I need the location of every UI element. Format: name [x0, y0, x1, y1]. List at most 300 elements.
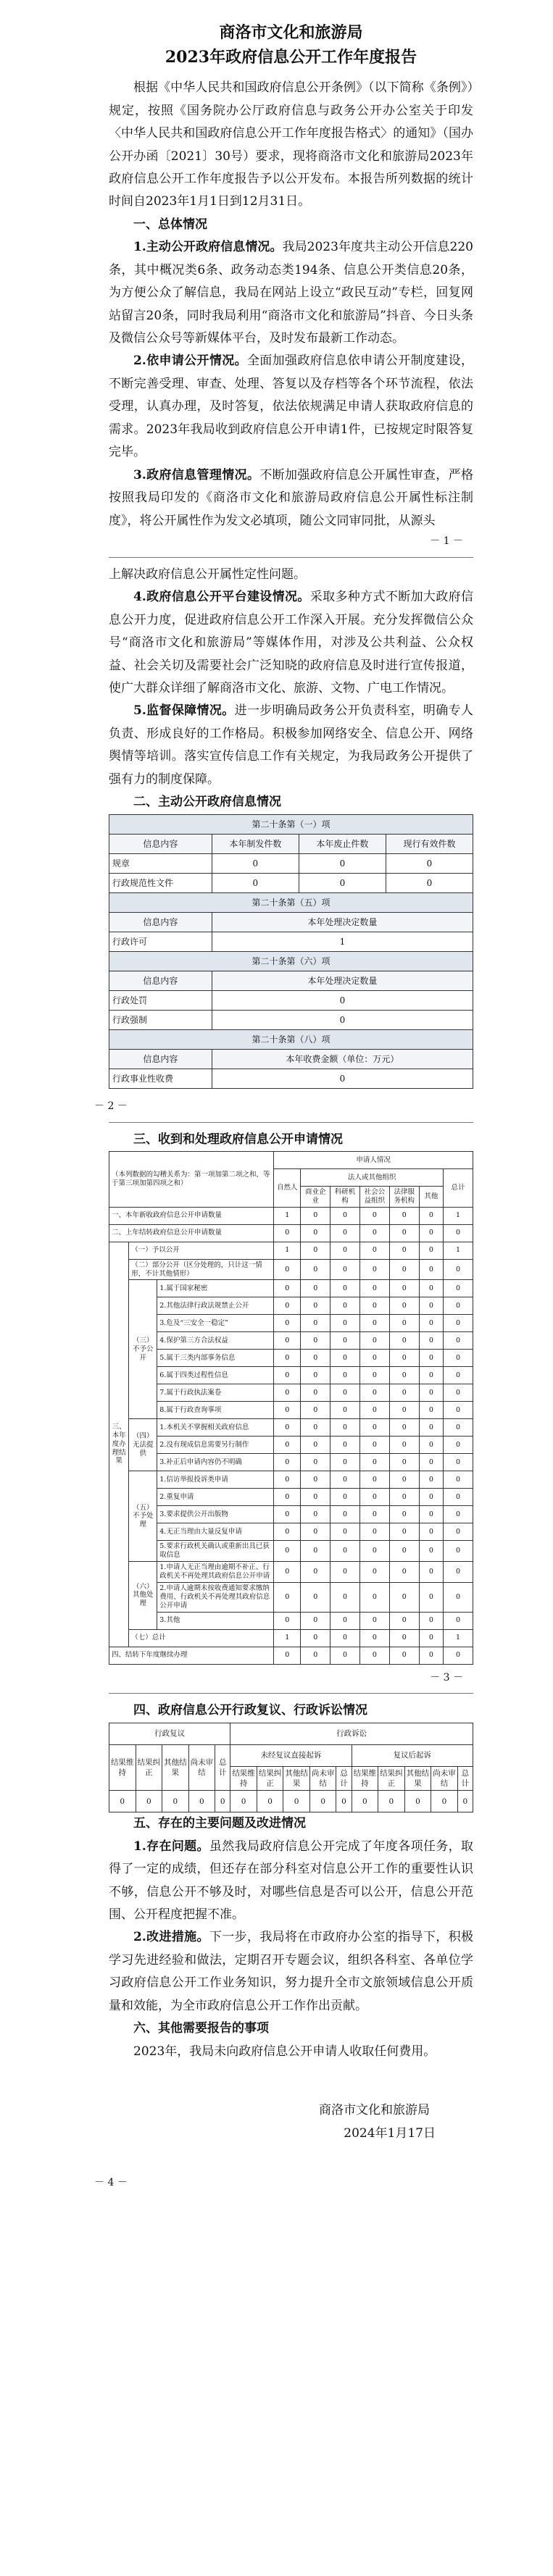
page-divider [109, 557, 473, 558]
cell-value: 0 [419, 1647, 443, 1664]
table-header: 商业企业 [301, 1186, 330, 1207]
cell-value: 0 [215, 1791, 230, 1812]
table-row [109, 1471, 473, 1489]
cell-value: 0 [444, 1367, 473, 1384]
cell-value: 0 [301, 1471, 330, 1489]
cell-value: 1 [444, 1242, 473, 1259]
table-row [109, 1629, 473, 1647]
cell-value: 0 [389, 1419, 419, 1437]
row-label: 二、上年结转政府信息公开申请数量 [109, 1224, 274, 1242]
table-row [109, 1402, 473, 1419]
cell-value: 0 [386, 853, 473, 873]
cell-value: 0 [299, 873, 386, 892]
cell-value: 0 [444, 1541, 473, 1562]
cell-value: 0 [162, 1791, 189, 1812]
cell-value: 0 [274, 1402, 301, 1419]
paragraph-request-disclosure [109, 350, 473, 464]
page-number: － 1 － [430, 535, 463, 547]
cell-value: 0 [378, 1791, 405, 1812]
cell-value: 0 [419, 1629, 443, 1647]
cell-value: 0 [359, 1384, 389, 1402]
table-header: 总计 [336, 1766, 352, 1790]
row-label: 3.危及“三安全一稳定” [157, 1315, 274, 1332]
paragraph-problems [109, 1836, 473, 1927]
cell-value: 0 [359, 1506, 389, 1523]
cell-value: 0 [419, 1315, 443, 1332]
cell-value: 0 [389, 1367, 419, 1384]
cell-value: 0 [389, 1562, 419, 1583]
cell-value: 0 [457, 1791, 473, 1812]
cell-value: 0 [359, 1647, 389, 1664]
row-label: （七）总计 [129, 1629, 274, 1647]
table-row [109, 1259, 473, 1280]
cell-value: 0 [389, 1454, 419, 1471]
cell-value: 0 [301, 1541, 330, 1562]
row-label: 1.信访举报投诉类申请 [157, 1471, 274, 1489]
cell-value: 0 [389, 1489, 419, 1506]
cell-value: 0 [419, 1242, 443, 1259]
cell-value: 0 [389, 1541, 419, 1562]
cell-value: 0 [299, 853, 386, 873]
cell-value: 0 [301, 1242, 330, 1259]
cell-value: 0 [274, 1454, 301, 1471]
paragraph-active-disclosure [109, 236, 473, 350]
page-divider [109, 1693, 473, 1694]
table-header: 未经复议直接起诉 [230, 1744, 352, 1766]
table-band: 第二十条第（六）项 [109, 951, 473, 971]
cell-value: 0 [359, 1489, 389, 1506]
row-label: 4.保护第三方合法权益 [157, 1332, 274, 1350]
cell-value: 0 [330, 1647, 360, 1664]
cell-value: 0 [359, 1541, 389, 1562]
cell-value: 0 [274, 1315, 301, 1332]
cell-value: 0 [389, 1280, 419, 1297]
cell-value: 0 [301, 1332, 330, 1350]
row-label: 四、结转下年度继续办理 [109, 1647, 274, 1664]
cell-value: 0 [419, 1402, 443, 1419]
cell-value: 0 [389, 1242, 419, 1259]
cell-value: 0 [301, 1454, 330, 1471]
cell-value: 0 [301, 1402, 330, 1419]
table-header: 其他 [419, 1186, 443, 1207]
table-header: 本年收费金额（单位：万元） [212, 1049, 473, 1069]
table-row [109, 1297, 473, 1315]
table-header: 社会公益组织 [359, 1186, 389, 1207]
cell-value: 0 [444, 1647, 473, 1664]
table-row [109, 1069, 473, 1088]
table-header: 本年处理决定数量 [212, 912, 473, 932]
cell-value: 0 [419, 1541, 443, 1562]
cell-value: 0 [419, 1612, 443, 1629]
cell-value: 0 [274, 1437, 301, 1454]
page-divider [109, 1122, 473, 1123]
cell-value: 0 [283, 1791, 310, 1812]
cell-value: 0 [330, 1489, 360, 1506]
section-4-heading: 四、政府信息公开行政复议、行政诉讼情况 [133, 1703, 367, 1718]
cell-value: 0 [444, 1402, 473, 1419]
cell-value: 0 [359, 1280, 389, 1297]
cell-value: 0 [359, 1419, 389, 1437]
row-label: 2.申请人逾期未按收费通知要求缴纳费用、行政机关不再处理其政府信息公开申请 [157, 1582, 274, 1612]
cell-value: 0 [274, 1471, 301, 1489]
cell-value: 0 [330, 1541, 360, 1562]
row-label: 1.申请人无正当理由逾期不补正、行政机关不再处理其政府信息公开申请 [157, 1562, 274, 1583]
cell-value: 0 [257, 1791, 283, 1812]
table-header: 结果维持 [352, 1766, 378, 1790]
cell-value: 0 [389, 1471, 419, 1489]
paragraph-text: 全面加强政府信息依申请公开制度建设，不断完善受理、审查、处理、答复以及存档等各个环节流程，依法受理，认真办理，及时答复，依法依规满足申请人获取政府信息的需求。2023年我局收到政府信息公开申请1件，已按规定时限答复完毕。 [109, 354, 474, 460]
cell-value: 0 [330, 1259, 360, 1280]
cell-value: 0 [330, 1471, 360, 1489]
cell-value: 0 [359, 1207, 389, 1224]
cell-value: 0 [444, 1506, 473, 1523]
cell-value: 0 [330, 1454, 360, 1471]
paragraph-other: 2023年，我局未向政府信息公开申请人收取任何费用。 [133, 2044, 436, 2059]
cell-value: 0 [419, 1489, 443, 1506]
table-header: 结果维持 [109, 1744, 136, 1790]
cell-value: 0 [274, 1506, 301, 1523]
cell-value: 0 [359, 1350, 389, 1367]
cell-value: 0 [274, 1582, 301, 1612]
table-row [109, 990, 473, 1010]
cell-value: 0 [389, 1523, 419, 1541]
cell-value: 0 [444, 1471, 473, 1489]
table-header: 自然人 [274, 1168, 301, 1207]
row-label: 2.重复申请 [157, 1489, 274, 1506]
group-label: （四）无法提供 [129, 1419, 157, 1471]
row-label: （一）予以公开 [129, 1242, 274, 1259]
cell-value: 0 [444, 1350, 473, 1367]
paragraph-continuation: 上解决政府信息公开属性定性问题。 [109, 566, 306, 582]
cell-value: 0 [419, 1454, 443, 1471]
table-header: 行政诉讼 [230, 1723, 473, 1744]
table-row [109, 1207, 473, 1224]
table-row [109, 1280, 473, 1297]
cell-value: 0 [444, 1523, 473, 1541]
row-label: 7.属于行政执法案卷 [157, 1384, 274, 1402]
row-label: 3.补正后申请内容仍不明确 [157, 1454, 274, 1471]
cell-value: 0 [444, 1259, 473, 1280]
cell-value: 0 [274, 1523, 301, 1541]
cell-value: 0 [444, 1384, 473, 1402]
page-number: － 2 － [94, 1100, 128, 1112]
cell-value: 0 [301, 1315, 330, 1332]
cell-value: 0 [359, 1224, 389, 1242]
group-label: （三）不予公开 [129, 1280, 157, 1419]
cell-value: 0 [301, 1419, 330, 1437]
cell-value: 0 [389, 1402, 419, 1419]
table-row [109, 1506, 473, 1523]
cell-value: 0 [389, 1612, 419, 1629]
cell-value: 0 [419, 1562, 443, 1583]
cell-value: 0 [389, 1437, 419, 1454]
cell-value: 0 [274, 1367, 301, 1384]
row-label: 2.没有现成信息需要另行制作 [157, 1437, 274, 1454]
table-header: 本年处理决定数量 [212, 971, 473, 990]
table-band: 第二十条第（八）项 [109, 1029, 473, 1049]
table-row [109, 1315, 473, 1332]
cell-value: 1 [274, 1207, 301, 1224]
cell-value: 0 [109, 1791, 136, 1812]
cell-value: 0 [359, 1629, 389, 1647]
table-header: 行政复议 [109, 1723, 230, 1744]
row-label: 行政强制 [109, 1010, 212, 1029]
cell-value: 0 [419, 1367, 443, 1384]
cell-value: 0 [359, 1259, 389, 1280]
cell-value: 0 [359, 1437, 389, 1454]
row-label: 3.其他 [157, 1612, 274, 1629]
row-label: 规章 [109, 853, 212, 873]
cell-value: 0 [212, 1010, 473, 1029]
signature-date: 2024年1月17日 [344, 2125, 436, 2141]
cell-value: 0 [274, 1489, 301, 1506]
cell-value: 0 [389, 1647, 419, 1664]
cell-value: 0 [444, 1332, 473, 1350]
section-3-heading: 三、收到和处理政府信息公开申请情况 [133, 1132, 343, 1147]
section-6-heading: 六、其他需要报告的事项 [133, 2021, 269, 2036]
intro-paragraph: 根据《中华人民共和国政府信息公开条例》（以下简称《条例》）规定，按照《国务院办公厅政府信息与政务公开办公室关于印发〈中华人民共和国政府信息公开工作年度报告格式〉的通知》（国办公开办函〔2021〕30号）要求，现将商洛市文化和旅游局2023年政府信息公开工作年度报告予以公开发布。本报告所列数据的统计时间自2023年1月1日到12月31日。 [109, 80, 473, 209]
request-handling-table [109, 1151, 473, 1665]
table-header: 本年废止件数 [299, 834, 386, 853]
cell-value: 0 [274, 1332, 301, 1350]
cell-value: 0 [359, 1367, 389, 1384]
cell-value: 0 [301, 1647, 330, 1664]
paragraph-lead: 5.监督保障情况。 [133, 703, 235, 719]
cell-value: 0 [389, 1332, 419, 1350]
report-title: 2023年政府信息公开工作年度报告 [165, 48, 417, 67]
cell-value: 0 [274, 1419, 301, 1437]
review-lawsuit-table [109, 1723, 473, 1812]
cell-value: 0 [419, 1332, 443, 1350]
cell-value: 0 [389, 1506, 419, 1523]
table-header: 信息内容 [109, 971, 212, 990]
cell-value: 0 [359, 1332, 389, 1350]
cell-value: 0 [419, 1437, 443, 1454]
cell-value: 0 [419, 1384, 443, 1402]
cell-value: 0 [419, 1280, 443, 1297]
paragraph-text: 虽然我局政府信息公开完成了年度各项任务，取得了一定的成绩，但还存在部分科室对信息公开工作的重要性认识不够，信息公开不够及时，对哪些信息是否可以公开，信息公开范围、公开程度把握不准。 [109, 1839, 474, 1923]
table-corner-note: （本列数据的勾稽关系为：第一项加第二项之和，等于第三项加第四项之和） [109, 1151, 274, 1207]
table-header: 尚未审结 [431, 1766, 458, 1790]
cell-value: 0 [274, 1224, 301, 1242]
cell-value: 0 [301, 1280, 330, 1297]
table-header: 科研机构 [330, 1186, 360, 1207]
table-header: 结果维持 [230, 1766, 257, 1790]
paragraph-text: 我局2023年度共主动公开信息220条，其中概况类6条、政务动态类194条、信息公开类信息20条，为方便公众了解信息，我局在网站上设立“政民互动”专栏，回复网站留言20条，同时我局利用“商洛市文化和旅游局”抖音、今日头条及微信公众号等新媒体平台，及时发布最新工作动态。 [109, 240, 473, 346]
table-header: 复议后起诉 [352, 1744, 473, 1766]
cell-value: 0 [274, 1647, 301, 1664]
cell-value: 0 [444, 1297, 473, 1315]
table-header: 总计 [444, 1168, 473, 1207]
cell-value: 0 [330, 1402, 360, 1419]
cell-value: 0 [359, 1297, 389, 1315]
table-row [109, 1454, 473, 1471]
cell-value: 0 [330, 1562, 360, 1583]
table-header: 申请人情况 [274, 1151, 473, 1168]
cell-value: 0 [419, 1471, 443, 1489]
cell-value: 0 [301, 1612, 330, 1629]
cell-value: 0 [444, 1224, 473, 1242]
cell-value: 0 [330, 1315, 360, 1332]
cell-value: 0 [330, 1437, 360, 1454]
cell-value: 0 [419, 1582, 443, 1612]
cell-value: 0 [330, 1332, 360, 1350]
table-header: 总计 [457, 1766, 473, 1790]
table-row [109, 1367, 473, 1384]
paragraph-lead: 2.改进措施。 [133, 1930, 209, 1945]
table-row [109, 1242, 473, 1259]
table-header: 结果纠正 [136, 1744, 162, 1790]
table-header: 尚未审结 [309, 1766, 336, 1790]
active-disclosure-table [109, 814, 473, 1089]
cell-value: 0 [359, 1242, 389, 1259]
table-header: 现行有效件数 [386, 834, 473, 853]
row-label: 1.属于国家秘密 [157, 1280, 274, 1297]
paragraph-lead: 4.政府信息公开平台建设情况。 [133, 590, 310, 605]
cell-value: 0 [389, 1207, 419, 1224]
cell-value: 0 [274, 1384, 301, 1402]
cell-value: 0 [359, 1454, 389, 1471]
table-header: 其他结果 [162, 1744, 189, 1790]
cell-value: 0 [336, 1791, 352, 1812]
cell-value: 1 [274, 1242, 301, 1259]
cell-value: 1 [212, 932, 473, 951]
group-label: （五）不予处理 [129, 1471, 157, 1562]
row-label: 一、本年新收政府信息公开申请数量 [109, 1207, 274, 1224]
cell-value: 0 [359, 1523, 389, 1541]
cell-value: 0 [301, 1489, 330, 1506]
row-label: 行政许可 [109, 932, 212, 951]
table-header: 结果纠正 [378, 1766, 405, 1790]
cell-value: 0 [389, 1629, 419, 1647]
cell-value: 0 [301, 1259, 330, 1280]
cell-value: 1 [274, 1629, 301, 1647]
table-row [109, 873, 473, 892]
section-2-heading: 二、主动公开政府信息情况 [133, 795, 281, 810]
paragraph-lead: 2.依申请公开情况。 [133, 354, 247, 369]
paragraph-info-management [109, 464, 473, 532]
cell-value: 0 [330, 1419, 360, 1437]
cell-value: 0 [359, 1562, 389, 1583]
table-row [109, 853, 473, 873]
cell-value: 0 [444, 1280, 473, 1297]
cell-value: 0 [212, 853, 299, 873]
cell-value: 0 [188, 1791, 215, 1812]
paragraph-supervision [109, 700, 473, 791]
table-row [109, 1612, 473, 1629]
row-label: 6.属于四类过程性信息 [157, 1367, 274, 1384]
cell-value: 0 [301, 1297, 330, 1315]
paragraph-lead: 3.政府信息管理情况。 [133, 467, 260, 482]
report-title-org: 商洛市文化和旅游局 [219, 23, 363, 42]
table-row [109, 1562, 473, 1583]
cell-value: 0 [230, 1791, 257, 1812]
cell-value: 0 [444, 1419, 473, 1437]
cell-value: 1 [444, 1207, 473, 1224]
cell-value: 0 [419, 1523, 443, 1541]
cell-value: 0 [274, 1612, 301, 1629]
cell-value: 0 [330, 1506, 360, 1523]
cell-value: 0 [389, 1224, 419, 1242]
cell-value: 0 [274, 1297, 301, 1315]
cell-value: 0 [359, 1582, 389, 1612]
cell-value: 0 [419, 1224, 443, 1242]
row-label: 4.无正当理由大量反复申请 [157, 1523, 274, 1541]
cell-value: 0 [301, 1506, 330, 1523]
cell-value: 0 [444, 1489, 473, 1506]
cell-value: 0 [330, 1224, 360, 1242]
table-header: 尚未审结 [188, 1744, 215, 1790]
row-label: 5.属于三类内部事务信息 [157, 1350, 274, 1367]
cell-value: 0 [419, 1350, 443, 1367]
table-header: 信息内容 [109, 834, 212, 853]
group-label: 三、本年度办理结果 [109, 1242, 129, 1647]
cell-value: 0 [444, 1562, 473, 1583]
table-row [109, 932, 473, 951]
cell-value: 0 [301, 1207, 330, 1224]
cell-value: 0 [419, 1259, 443, 1280]
cell-value: 0 [212, 990, 473, 1010]
paragraph-text: 采取多种方式不断加大政府信息公开力度，促进政府信息公开工作深入开展。充分发挥微信公众号“商洛市文化和旅游局”等媒体作用，对涉及公共利益、公众权益、社会关切及需要社会广泛知晓的政府信息及时进行宣传报道，使广大群众详细了解商洛市文化、旅游、文物、广电工作情况。 [109, 590, 474, 696]
cell-value: 0 [389, 1297, 419, 1315]
cell-value: 1 [444, 1629, 473, 1647]
row-label: 8.属于行政查询事项 [157, 1402, 274, 1419]
table-band: 第二十条第（五）项 [109, 892, 473, 912]
cell-value: 0 [136, 1791, 162, 1812]
table-row [109, 1791, 473, 1812]
cell-value: 0 [330, 1350, 360, 1367]
row-label: 行政处罚 [109, 990, 212, 1010]
table-row [109, 1541, 473, 1562]
cell-value: 0 [330, 1207, 360, 1224]
cell-value: 0 [330, 1242, 360, 1259]
table-header: 本年制发件数 [212, 834, 299, 853]
cell-value: 0 [301, 1629, 330, 1647]
table-row [109, 1582, 473, 1612]
row-label: 1.本机关不掌握相关政府信息 [157, 1419, 274, 1437]
table-header: 信息内容 [109, 1049, 212, 1069]
table-header: 法人或其他组织 [301, 1168, 444, 1186]
table-header: 其他结果 [404, 1766, 431, 1790]
table-row [109, 1437, 473, 1454]
table-header: 总计 [215, 1744, 230, 1790]
cell-value: 0 [359, 1402, 389, 1419]
row-label: 行政事业性收费 [109, 1069, 212, 1088]
table-header: 结果纠正 [257, 1766, 283, 1790]
table-row [109, 1523, 473, 1541]
paragraph-text: 不断加强政府信息公开属性审查，严格按照我局印发的《商洛市文化和旅游局政府信息公开属性标注制度》，将公开属性作为发文必填项，随公文同审同批，从源头 [109, 467, 474, 528]
row-label: （二）部分公开（区分处理的，只计这一情形，不计其他情形） [129, 1259, 274, 1280]
page-number: － 3 － [430, 1671, 463, 1684]
cell-value: 0 [274, 1541, 301, 1562]
cell-value: 0 [330, 1297, 360, 1315]
cell-value: 0 [330, 1523, 360, 1541]
cell-value: 0 [301, 1224, 330, 1242]
cell-value: 0 [389, 1350, 419, 1367]
cell-value: 0 [301, 1350, 330, 1367]
paragraph-platform [109, 586, 473, 700]
table-row [109, 1419, 473, 1437]
paragraph-text: 进一步明确局政务公开负责科室，明确专人负责、形成良好的工作格局。积极参加网络安全、信息公开、网络舆情等培训。落实宣传信息工作有关规定，为我局政务公开提供了强有力的制度保障。 [109, 703, 473, 787]
cell-value: 0 [274, 1562, 301, 1583]
row-label: 行政规范性文件 [109, 873, 212, 892]
paragraph-improvements [109, 1926, 473, 2017]
cell-value: 0 [404, 1791, 431, 1812]
cell-value: 0 [330, 1384, 360, 1402]
cell-value: 0 [330, 1367, 360, 1384]
page-number: － 4 － [94, 2176, 128, 2188]
cell-value: 0 [419, 1207, 443, 1224]
